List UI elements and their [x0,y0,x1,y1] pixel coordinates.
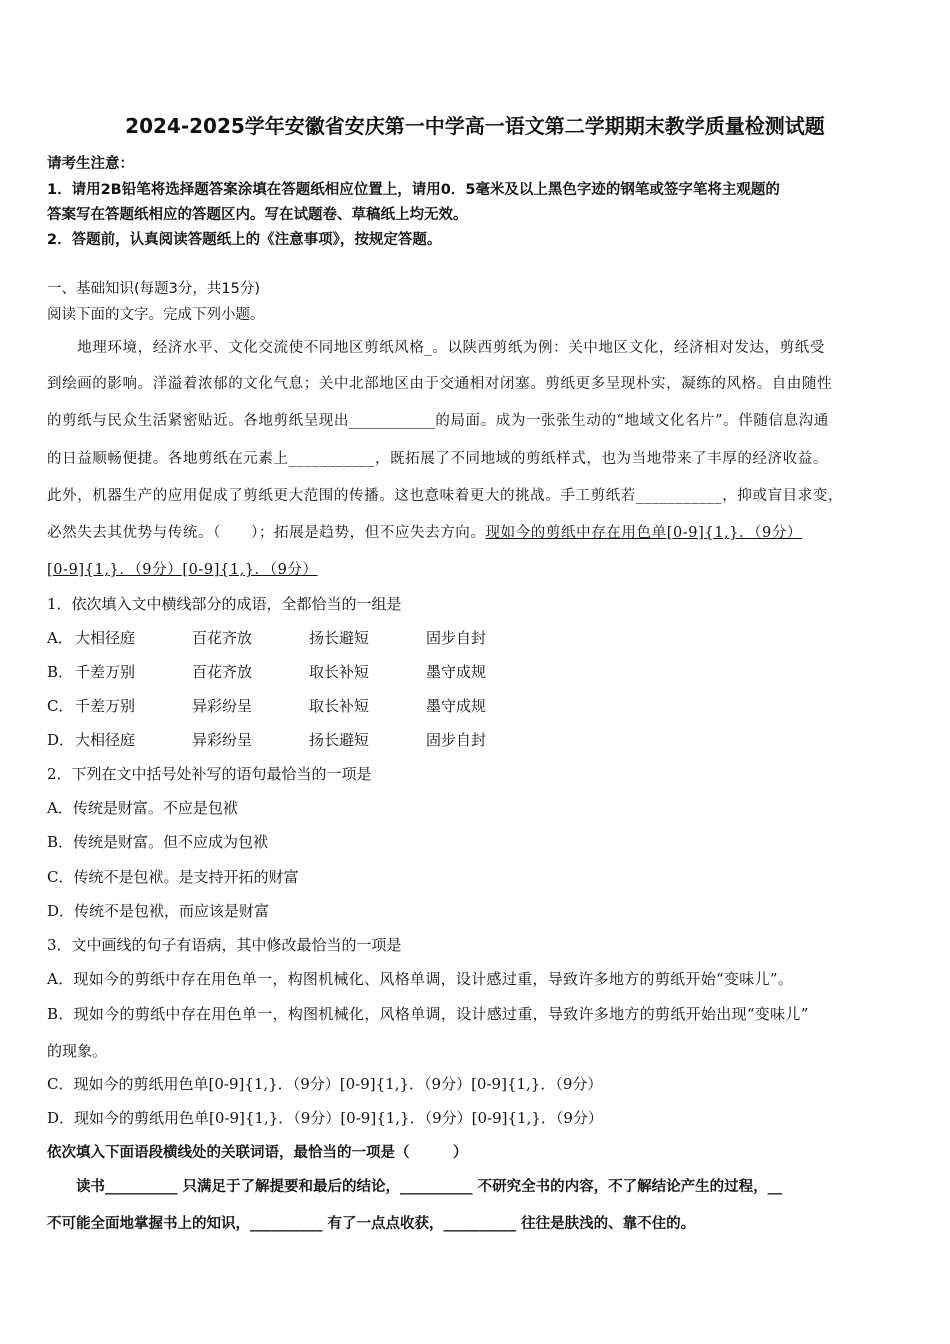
underlined-sentence-part-1: 现如今的剪纸中存在用色单[0-9]{1,}．（9分） [485,525,803,541]
notice-line-3: 2．答题前，认真阅读答题纸上的《注意事项》，按规定答题。 [47,232,442,248]
notice-line-1: 1．请用2B铅笔将选择题答案涂填在答题纸相应位置上，请用0．5毫米及以上黑色字迹的钢笔或签字笔将主观题的 [47,182,780,198]
passage-line-1: 地理环境，经济水平、文化交流使不同地区剪纸风格_。以陕西剪纸为例：关中地区文化，经济相对发达，剪纸受 [47,340,825,356]
q4-passage-line-2: 不可能全面地掌握书上的知识，__________ 有了一点点收获，__________ 往往是肤浅的、靠不住的。 [47,1216,696,1232]
page-title: 2024-2025学年安徽省安庆第一中学高一语文第二学期期末教学质量检测试题 [125,114,825,138]
passage-line-5: 此外，机器生产的应用促成了剪纸更大范围的传播。这也意味着更大的挑战。手工剪纸若___________，抑或盲目求变， [47,488,844,504]
notice-line-2: 答案写在答题纸相应的答题区内。写在试题卷、草稿纸上均无效。 [47,207,468,223]
notice-heading: 请考生注意： [47,156,134,172]
passage-line-6 [47,521,802,542]
q2-option-b[interactable]: B．传统是财富。但不应成为包袱 [47,833,269,851]
exam-page: 2024-2025学年安徽省安庆第一中学高一语文第二学期期末教学质量检测试题 请考生注意： 1．请用2B铅笔将选择题答案涂填在答题纸相应位置上，请用0．5毫米及以上黑色字迹的钢笔或签字笔将主观题的 答案写在答题纸相应的答题区内。写在试题卷、草稿纸上均无效。 2．答题前，认真阅读答题纸上的《注意事项》，按规定答题。 一、基础知识(每题3分，共15分) 阅读下面的文字。完成下列小题。 地理环境，经济水平、文化交流使不同地区剪纸风格_。以陕西剪纸为例：关中地区文化，经济相对发达，剪纸受 到绘画的影响。洋溢着浓郁的文化气息；关中北部地区由于交通相对闭塞。剪纸更多呈现朴实，凝练的风格。自由随性 的剪纸与民众生活紧密贴近。各地剪纸呈现出___________的局面。成为一张张生动的“地域文化名片”。伴随信息沟通 的日益顺畅便捷。各地剪纸在元素上___________，既拓展了不同地域的剪纸样式，也为当地带来了丰厚的经济收益。 此外，机器生产的应用促成了剪纸更大范围的传播。这也意味着更大的挑战。手工剪纸若___________，抑或盲目求变， 必然失去其优势与传统。（ ）；拓展是趋势，但不应失去方向。现如今的剪纸中存在用色单[0-9]{1,}．（9分） [0-9]{1,}．（9分）[0-9]{1,}．（9分） 1．依次填入文中横线部分的成语，全都恰当的一组是 A． 大相径庭 百花齐放 扬长避短 固步自封 B． 千差万别 百花齐放 取长补短 墨守成规 C． 千差万别 异彩纷呈 取长补短 墨守成规 D． 大相径庭 异彩纷呈 扬长避短 固步自封 2．下列在文中括号处补写的语句最恰当的一项是 A．传统是财富。不应是包袱 B．传统是财富。但不应成为包袱 C．传统不是包袱。是支持开拓的财富 D．传统不是包袱，而应该是财富 3．文中画线的句子有语病，其中修改最恰当的一项是 A．现如今的剪纸中存在用色单一，构图机械化、风格单调，设计感过重，导致许多地方的剪纸开始“变味儿”。 B．现如今的剪纸中存在用色单一，构图机械化，风格单调，设计感过重，导致许多地方的剪纸开始出现“变味儿” 的现象。 C．现如今的剪纸用色单[0-9]{1,}．（9分）[0-9]{1,}．（9分）[0-9]{1,}．（9分） D．现如今的剪纸用色单[0-9]{1,}．（9分）[0-9]{1,}．（9分）[0-9]{1,}．（9分） 依次填入下面语段横线处的关联词语，最恰当的一项是（ ） 读书__________ 只满足于了解提要和最后的结论，__________ 不研究全书的内容，不了解结论产生的过程，__ 不可能全面地掌握书上的知识，__________ 有了一点点收获，__________ 往往是肤浅的、靠不住的。 [0,0,950,1344]
q3-option-d[interactable]: D．现如今的剪纸用色单[0-9]{1,}．（9分）[0-9]{1,}．（9分）[0-9]{1,}．（9分） [47,1109,603,1127]
passage-line-4: 的日益顺畅便捷。各地剪纸在元素上___________，既拓展了不同地域的剪纸样式，也为当地带来了丰厚的经济收益。 [47,451,828,467]
q4-passage-line-1: 读书__________ 只满足于了解提要和最后的结论，__________ 不研究全书的内容，不了解结论产生的过程，__ [47,1179,783,1195]
passage-line-6-text: 必然失去其优势与传统。（ ）；拓展是趋势，但不应失去方向。 [47,525,486,541]
q1-stem: 1．依次填入文中横线部分的成语，全都恰当的一组是 [47,595,402,613]
section-instruction: 阅读下面的文字。完成下列小题。 [47,307,265,323]
q2-stem: 2．下列在文中括号处补写的语句最恰当的一项是 [47,765,372,783]
q3-option-b[interactable]: B．现如今的剪纸中存在用色单一，构图机械化，风格单调，设计感过重，导致许多地方的剪纸开始出现“变味儿” [47,1005,809,1023]
q3-stem: 3．文中画线的句子有语病，其中修改最恰当的一项是 [47,936,402,954]
q3-option-c[interactable]: C．现如今的剪纸用色单[0-9]{1,}．（9分）[0-9]{1,}．（9分）[0-9]{1,}．（9分） [47,1075,603,1093]
q2-option-a[interactable]: A．传统是财富。不应是包袱 [47,799,238,817]
q2-option-c[interactable]: C．传统不是包袱。是支持开拓的财富 [47,868,299,886]
passage-line-2: 到绘画的影响。洋溢着浓郁的文化气息；关中北部地区由于交通相对闭塞。剪纸更多呈现朴实，凝练的风格。自由随性 [47,376,833,392]
q4-stem: 依次填入下面语段横线处的关联词语，最恰当的一项是（ ） [47,1145,468,1161]
q3-option-b-continued: 的现象。 [47,1042,108,1060]
underlined-sentence-part-2: [0-9]{1,}．（9分）[0-9]{1,}．（9分） [47,562,318,578]
passage-line-3: 的剪纸与民众生活紧密贴近。各地剪纸呈现出___________的局面。成为一张张生动的“地域文化名片”。伴随信息沟通 [47,413,829,429]
section-heading: 一、基础知识(每题3分，共15分) [47,281,260,297]
q2-option-d[interactable]: D．传统不是包袱，而应该是财富 [47,902,270,920]
q3-option-a[interactable]: A．现如今的剪纸中存在用色单一，构图机械化、风格单调，设计感过重，导致许多地方的剪纸开始“变味儿”。 [47,970,794,988]
